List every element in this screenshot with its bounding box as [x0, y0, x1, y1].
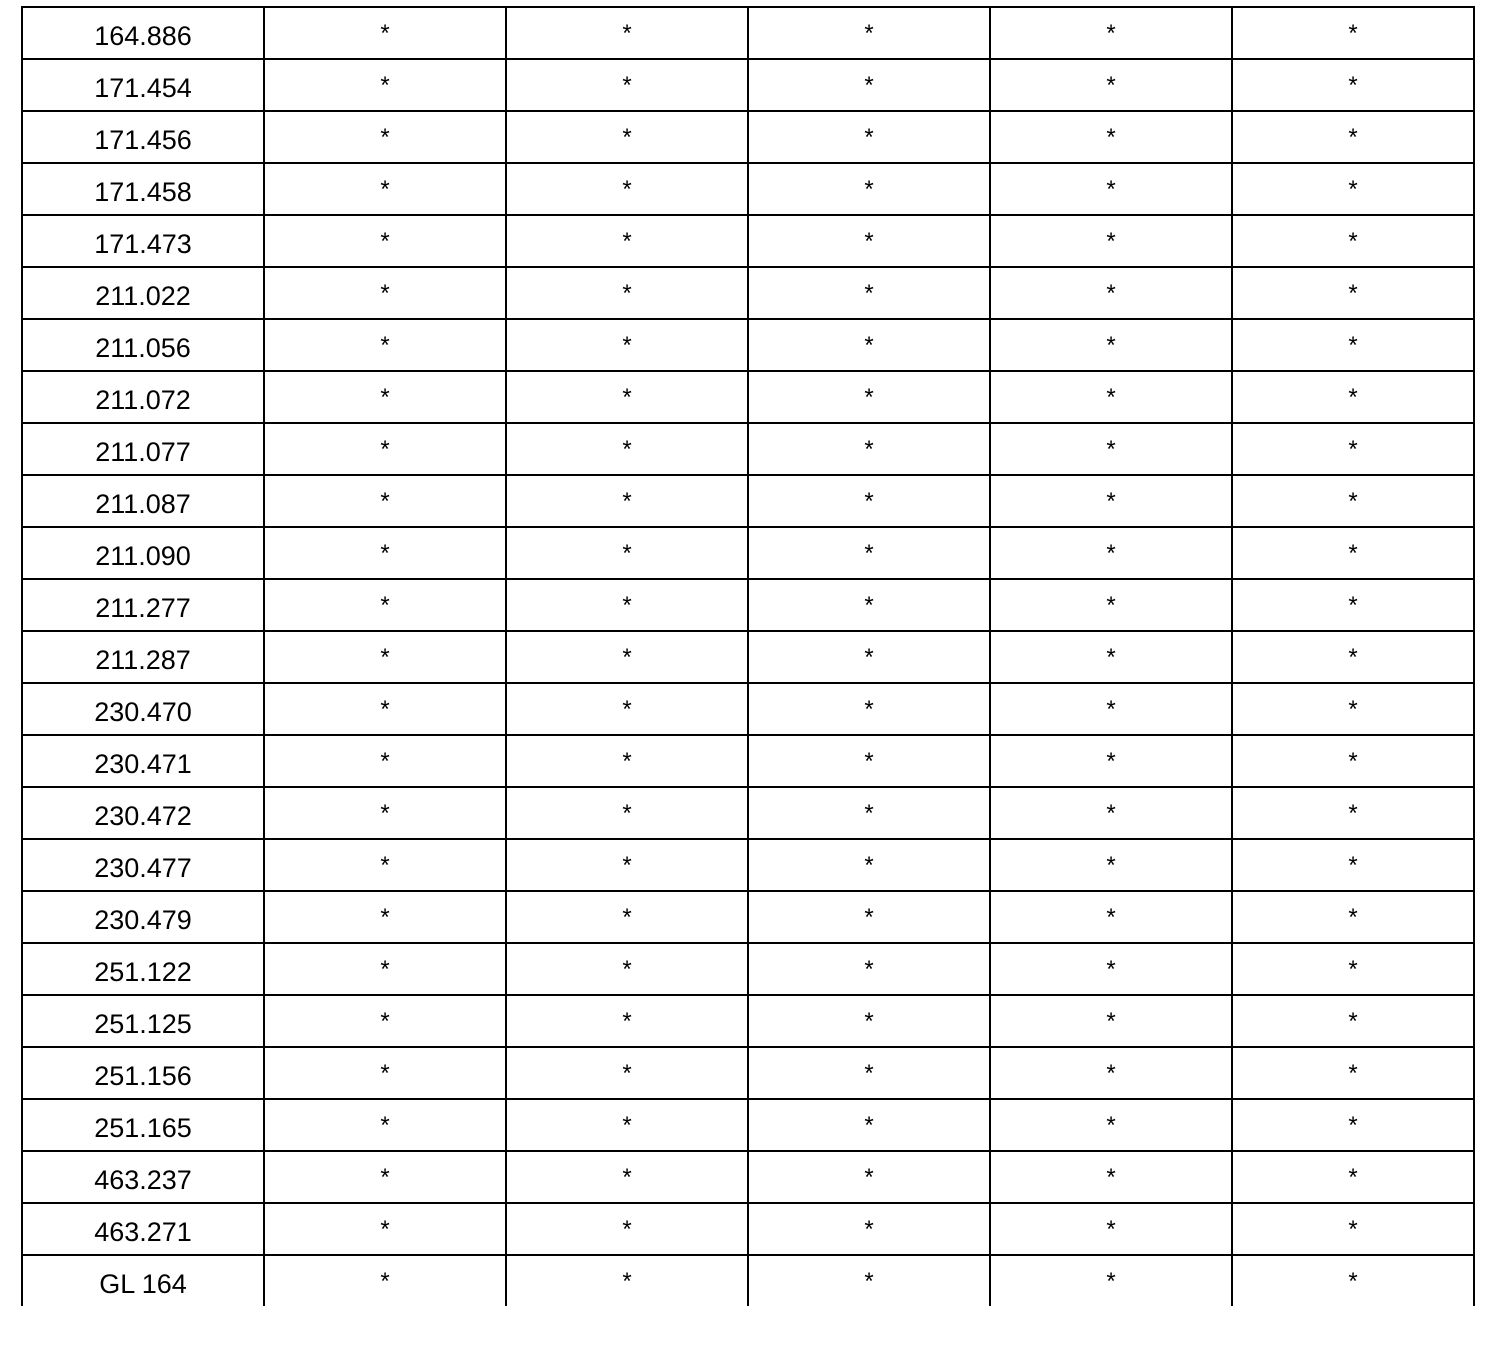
- asterisk-cell: *: [1232, 527, 1474, 579]
- asterisk-cell: *: [264, 475, 506, 527]
- row-id-cell: 251.165: [22, 1099, 264, 1151]
- data-table: [21, 6, 1475, 1306]
- asterisk-cell: *: [264, 579, 506, 631]
- row-id-cell: 463.271: [22, 1203, 264, 1255]
- asterisk-cell: *: [748, 371, 990, 423]
- row-id-cell: 171.458: [22, 163, 264, 215]
- asterisk-cell: *: [1232, 631, 1474, 683]
- asterisk-cell: *: [264, 111, 506, 163]
- asterisk-cell: *: [1232, 163, 1474, 215]
- row-id-cell: GL 164: [22, 1255, 264, 1306]
- asterisk-cell: *: [506, 267, 748, 319]
- asterisk-cell: *: [1232, 1203, 1474, 1255]
- row-id-cell: 230.479: [22, 891, 264, 943]
- asterisk-cell: *: [990, 423, 1232, 475]
- row-id-cell: 171.473: [22, 215, 264, 267]
- row-id-cell: 211.022: [22, 267, 264, 319]
- asterisk-cell: *: [264, 527, 506, 579]
- row-id-cell: 171.454: [22, 59, 264, 111]
- asterisk-cell: *: [990, 1099, 1232, 1151]
- asterisk-cell: *: [990, 267, 1232, 319]
- table-row: [22, 215, 1474, 267]
- asterisk-cell: *: [506, 1203, 748, 1255]
- asterisk-cell: *: [990, 631, 1232, 683]
- asterisk-cell: *: [990, 59, 1232, 111]
- table-row: [22, 1255, 1474, 1306]
- table-row: [22, 1203, 1474, 1255]
- row-id-cell: 211.090: [22, 527, 264, 579]
- asterisk-cell: *: [264, 215, 506, 267]
- asterisk-cell: *: [264, 59, 506, 111]
- asterisk-cell: *: [748, 1255, 990, 1306]
- table-row: [22, 995, 1474, 1047]
- asterisk-cell: *: [748, 787, 990, 839]
- asterisk-cell: *: [748, 1203, 990, 1255]
- asterisk-cell: *: [506, 1151, 748, 1203]
- asterisk-cell: *: [506, 579, 748, 631]
- asterisk-cell: *: [748, 423, 990, 475]
- asterisk-cell: *: [264, 423, 506, 475]
- row-id-cell: 211.277: [22, 579, 264, 631]
- table-row: [22, 1151, 1474, 1203]
- asterisk-cell: *: [990, 995, 1232, 1047]
- row-id-cell: 251.156: [22, 1047, 264, 1099]
- asterisk-cell: *: [1232, 1047, 1474, 1099]
- asterisk-cell: *: [264, 1047, 506, 1099]
- row-id-cell: 463.237: [22, 1151, 264, 1203]
- asterisk-cell: *: [990, 1255, 1232, 1306]
- asterisk-cell: *: [506, 319, 748, 371]
- table-row: [22, 475, 1474, 527]
- asterisk-cell: *: [264, 1099, 506, 1151]
- table-body: [22, 7, 1474, 1306]
- table-row: [22, 7, 1474, 59]
- asterisk-cell: *: [506, 423, 748, 475]
- asterisk-cell: *: [1232, 943, 1474, 995]
- asterisk-cell: *: [1232, 1099, 1474, 1151]
- asterisk-cell: *: [506, 943, 748, 995]
- row-id-cell: 251.122: [22, 943, 264, 995]
- asterisk-cell: *: [990, 215, 1232, 267]
- asterisk-cell: *: [748, 163, 990, 215]
- table-row: [22, 371, 1474, 423]
- asterisk-cell: *: [264, 631, 506, 683]
- asterisk-cell: *: [990, 527, 1232, 579]
- asterisk-cell: *: [1232, 683, 1474, 735]
- asterisk-cell: *: [748, 579, 990, 631]
- asterisk-cell: *: [990, 579, 1232, 631]
- asterisk-cell: *: [748, 7, 990, 59]
- row-id-cell: 251.125: [22, 995, 264, 1047]
- asterisk-cell: *: [264, 891, 506, 943]
- table-row: [22, 735, 1474, 787]
- asterisk-cell: *: [264, 735, 506, 787]
- asterisk-cell: *: [506, 1047, 748, 1099]
- table-row: [22, 111, 1474, 163]
- table-row: [22, 579, 1474, 631]
- row-id-cell: 230.471: [22, 735, 264, 787]
- asterisk-cell: *: [264, 7, 506, 59]
- asterisk-cell: *: [990, 683, 1232, 735]
- asterisk-cell: *: [1232, 111, 1474, 163]
- row-id-cell: 164.886: [22, 7, 264, 59]
- asterisk-cell: *: [990, 1151, 1232, 1203]
- table-row: [22, 527, 1474, 579]
- asterisk-cell: *: [748, 111, 990, 163]
- asterisk-cell: *: [1232, 59, 1474, 111]
- asterisk-cell: *: [1232, 319, 1474, 371]
- asterisk-cell: *: [748, 1047, 990, 1099]
- asterisk-cell: *: [990, 839, 1232, 891]
- row-id-cell: 211.087: [22, 475, 264, 527]
- asterisk-cell: *: [1232, 475, 1474, 527]
- asterisk-cell: *: [1232, 215, 1474, 267]
- asterisk-cell: *: [506, 839, 748, 891]
- row-id-cell: 211.077: [22, 423, 264, 475]
- asterisk-cell: *: [1232, 995, 1474, 1047]
- asterisk-cell: *: [748, 839, 990, 891]
- data-table-container: [21, 6, 1473, 1306]
- table-row: [22, 839, 1474, 891]
- table-row: [22, 631, 1474, 683]
- asterisk-cell: *: [264, 995, 506, 1047]
- asterisk-cell: *: [990, 111, 1232, 163]
- asterisk-cell: *: [506, 735, 748, 787]
- asterisk-cell: *: [1232, 1255, 1474, 1306]
- table-row: [22, 319, 1474, 371]
- table-row: [22, 163, 1474, 215]
- asterisk-cell: *: [1232, 735, 1474, 787]
- asterisk-cell: *: [748, 891, 990, 943]
- asterisk-cell: *: [506, 891, 748, 943]
- asterisk-cell: *: [264, 371, 506, 423]
- asterisk-cell: *: [264, 1255, 506, 1306]
- asterisk-cell: *: [1232, 787, 1474, 839]
- asterisk-cell: *: [748, 631, 990, 683]
- asterisk-cell: *: [748, 475, 990, 527]
- asterisk-cell: *: [1232, 267, 1474, 319]
- asterisk-cell: *: [990, 7, 1232, 59]
- row-id-cell: 211.056: [22, 319, 264, 371]
- asterisk-cell: *: [748, 995, 990, 1047]
- asterisk-cell: *: [264, 683, 506, 735]
- asterisk-cell: *: [1232, 7, 1474, 59]
- asterisk-cell: *: [748, 735, 990, 787]
- asterisk-cell: *: [264, 319, 506, 371]
- asterisk-cell: *: [990, 735, 1232, 787]
- row-id-cell: 211.072: [22, 371, 264, 423]
- asterisk-cell: *: [990, 1203, 1232, 1255]
- row-id-cell: 230.472: [22, 787, 264, 839]
- asterisk-cell: *: [990, 891, 1232, 943]
- table-row: [22, 423, 1474, 475]
- asterisk-cell: *: [990, 1047, 1232, 1099]
- row-id-cell: 230.470: [22, 683, 264, 735]
- asterisk-cell: *: [990, 319, 1232, 371]
- asterisk-cell: *: [748, 527, 990, 579]
- asterisk-cell: *: [990, 371, 1232, 423]
- asterisk-cell: *: [990, 163, 1232, 215]
- asterisk-cell: *: [506, 111, 748, 163]
- asterisk-cell: *: [506, 683, 748, 735]
- asterisk-cell: *: [990, 475, 1232, 527]
- asterisk-cell: *: [506, 1255, 748, 1306]
- table-row: [22, 1099, 1474, 1151]
- asterisk-cell: *: [264, 1151, 506, 1203]
- asterisk-cell: *: [748, 1099, 990, 1151]
- asterisk-cell: *: [506, 787, 748, 839]
- asterisk-cell: *: [1232, 1151, 1474, 1203]
- asterisk-cell: *: [264, 267, 506, 319]
- asterisk-cell: *: [748, 683, 990, 735]
- asterisk-cell: *: [748, 319, 990, 371]
- asterisk-cell: *: [264, 839, 506, 891]
- asterisk-cell: *: [748, 943, 990, 995]
- asterisk-cell: *: [1232, 839, 1474, 891]
- table-row: [22, 1047, 1474, 1099]
- asterisk-cell: *: [506, 995, 748, 1047]
- asterisk-cell: *: [1232, 891, 1474, 943]
- asterisk-cell: *: [1232, 579, 1474, 631]
- table-row: [22, 267, 1474, 319]
- asterisk-cell: *: [506, 527, 748, 579]
- asterisk-cell: *: [506, 475, 748, 527]
- asterisk-cell: *: [264, 943, 506, 995]
- row-id-cell: 230.477: [22, 839, 264, 891]
- asterisk-cell: *: [506, 7, 748, 59]
- asterisk-cell: *: [264, 1203, 506, 1255]
- asterisk-cell: *: [506, 1099, 748, 1151]
- asterisk-cell: *: [1232, 371, 1474, 423]
- asterisk-cell: *: [264, 787, 506, 839]
- row-id-cell: 211.287: [22, 631, 264, 683]
- table-row: [22, 59, 1474, 111]
- asterisk-cell: *: [990, 943, 1232, 995]
- asterisk-cell: *: [748, 267, 990, 319]
- asterisk-cell: *: [990, 787, 1232, 839]
- asterisk-cell: *: [506, 371, 748, 423]
- row-id-cell: 171.456: [22, 111, 264, 163]
- table-row: [22, 787, 1474, 839]
- asterisk-cell: *: [506, 631, 748, 683]
- asterisk-cell: *: [748, 215, 990, 267]
- asterisk-cell: *: [506, 163, 748, 215]
- asterisk-cell: *: [506, 59, 748, 111]
- asterisk-cell: *: [1232, 423, 1474, 475]
- asterisk-cell: *: [748, 59, 990, 111]
- table-row: [22, 891, 1474, 943]
- asterisk-cell: *: [748, 1151, 990, 1203]
- asterisk-cell: *: [506, 215, 748, 267]
- table-row: [22, 943, 1474, 995]
- table-row: [22, 683, 1474, 735]
- asterisk-cell: *: [264, 163, 506, 215]
